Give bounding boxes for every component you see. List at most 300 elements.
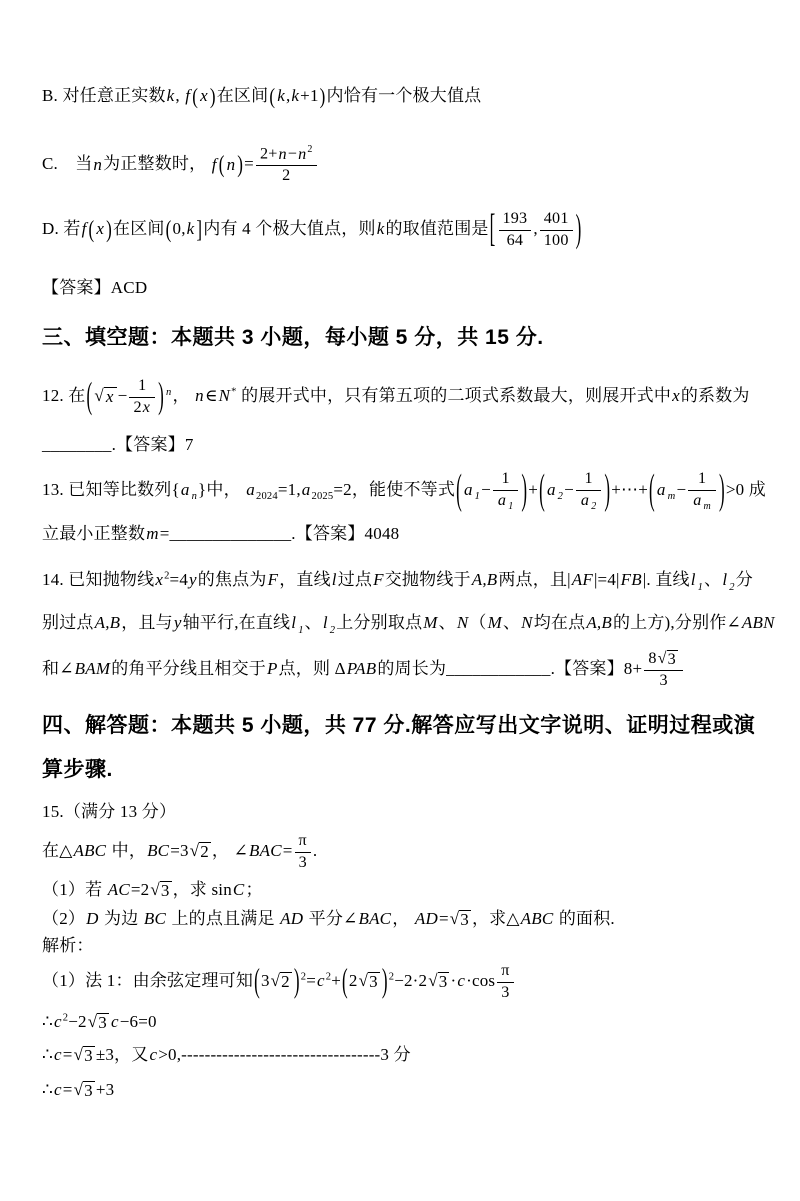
math-variable: F	[373, 570, 384, 590]
text-run: −6=0	[119, 1012, 157, 1032]
text-run: （1）若	[42, 880, 107, 900]
math-variable: a	[656, 479, 666, 499]
text-run: 3	[160, 881, 170, 901]
text-run: 3	[501, 983, 510, 1001]
superscript: 2	[164, 570, 170, 582]
radical-sign: √	[94, 386, 104, 406]
text-run: 1	[584, 469, 593, 487]
math-variable: a	[463, 479, 473, 499]
math-variable: AD	[414, 908, 438, 928]
math-variable: f	[185, 86, 191, 105]
q15-solution-step2	[42, 1010, 760, 1035]
stretch-paren: (	[539, 465, 545, 513]
math-variable: a	[246, 479, 255, 499]
text-run: ∴	[42, 1045, 54, 1065]
math-variable: PAB	[346, 659, 377, 679]
sqrt-radical	[88, 1013, 109, 1033]
radicand	[83, 1081, 95, 1101]
stretch-paren: (	[649, 465, 655, 513]
q14-line2	[42, 611, 775, 636]
math-variable: N	[456, 613, 469, 633]
text-run: ，	[392, 908, 414, 928]
q13-line2	[42, 522, 760, 547]
text-run: 的周长为	[377, 659, 447, 679]
text-run: |	[567, 570, 571, 590]
text-run: ，且与	[121, 613, 173, 633]
sqrt-radical	[150, 881, 171, 901]
answer-acd	[42, 276, 760, 301]
text-run: }	[198, 479, 207, 499]
math-variable: ABC	[73, 841, 107, 861]
math-variable: A,B	[471, 570, 498, 590]
stretch-paren: )	[158, 374, 164, 417]
text-run: ______________	[169, 523, 292, 543]
math-variable: x	[155, 570, 164, 590]
math-variable: y	[189, 570, 197, 590]
text-run: =1,	[277, 479, 301, 499]
math-variable: a	[580, 491, 590, 509]
stretch-paren: (	[86, 374, 93, 417]
text-run: 三、填空题：本题共 3 小题，每小题 5 分，共 15 分.	[42, 325, 544, 349]
text-run: （2）	[42, 908, 86, 928]
math-variable: c	[54, 1079, 62, 1099]
fraction-denominator	[256, 166, 317, 186]
math-variable: n	[195, 386, 204, 406]
superscript: *	[231, 386, 237, 398]
math-variable: P	[267, 659, 278, 679]
text-run: 、	[304, 613, 322, 633]
fraction-denominator	[644, 671, 683, 691]
fraction	[256, 145, 317, 186]
math-variable: x	[200, 86, 208, 105]
text-run: 两点，且	[498, 570, 568, 590]
text-run: 3	[84, 1080, 93, 1100]
radical-sign: √	[87, 1012, 98, 1032]
math-variable: M	[487, 613, 502, 633]
text-run: 四、解答题：本题共 5 小题，共 77 分.解答应写出文字说明、证明过程或演	[42, 713, 756, 737]
text-run: 为边	[99, 908, 143, 928]
math-variable: k	[291, 86, 300, 105]
math-variable: a	[546, 479, 556, 499]
sqrt-radical	[359, 972, 380, 992]
radical-sign: √	[428, 971, 438, 991]
fraction-denominator	[576, 491, 601, 512]
math-variable: AF	[571, 570, 593, 590]
math-variable: c	[457, 971, 466, 991]
text-run: =3	[170, 841, 189, 861]
text-run: ----------------------------------	[181, 1045, 381, 1065]
text-run: 2	[281, 972, 290, 992]
stretch-paren: (	[218, 151, 225, 178]
math-variable: l	[291, 613, 297, 633]
math-variable: D	[86, 908, 99, 928]
stretch-paren: (	[88, 215, 95, 243]
text-run: 15.（满分 13 分）	[42, 801, 177, 821]
sqrt-radical	[74, 1081, 95, 1101]
radical-sign: √	[358, 971, 369, 991]
text-run: 1	[138, 377, 147, 395]
stretch-paren: (	[254, 961, 260, 1000]
stretch-paren: )	[604, 465, 611, 513]
sqrt-radical	[190, 842, 211, 862]
stretch-paren: (	[165, 215, 172, 243]
text-run: 1	[697, 469, 707, 487]
fraction	[688, 470, 716, 512]
math-variable: a	[301, 479, 311, 499]
text-run: .【答案】8+	[550, 659, 643, 679]
q15-solution-step4	[42, 1078, 760, 1103]
text-run: ∈	[204, 386, 218, 406]
sqrt-radical	[450, 910, 471, 930]
text-run: +1	[300, 86, 319, 105]
text-run: |. 直线	[642, 570, 690, 590]
text-run: 的取值范围是	[385, 218, 489, 238]
text-run: =	[159, 523, 170, 543]
text-run: 别过点	[42, 613, 94, 633]
text-run: 3	[659, 672, 668, 690]
sqrt-radical	[94, 387, 116, 407]
superscript: 2	[307, 144, 313, 156]
text-run: 3	[98, 1013, 107, 1033]
text-run: 内有 4 个极大值点，则	[203, 218, 376, 238]
section-3-heading	[42, 323, 760, 353]
fraction-denominator	[129, 398, 155, 418]
text-run: （	[469, 613, 487, 633]
math-variable: x	[105, 387, 114, 407]
math-variable: x	[96, 218, 105, 238]
text-run: ；	[245, 880, 263, 900]
math-variable: BAM	[74, 659, 111, 679]
math-variable: l	[690, 570, 696, 590]
text-run: π	[501, 962, 510, 980]
fraction-numerator	[256, 145, 317, 166]
q13-line1	[42, 465, 766, 513]
stretch-paren: (	[192, 83, 199, 109]
option-c	[42, 145, 760, 186]
text-run: 内恰有一个极大值点	[326, 86, 482, 105]
text-run: =	[62, 1079, 73, 1099]
radical-sign: √	[73, 1045, 84, 1065]
text-run: 为正整数时，	[103, 154, 211, 174]
text-run: −	[117, 386, 128, 406]
text-run: −	[564, 479, 574, 499]
radicand	[667, 650, 678, 669]
radicand	[83, 1046, 95, 1066]
text-run: 12. 在	[42, 386, 86, 406]
stretch-paren: )	[521, 465, 528, 513]
stretch-paren: (	[342, 961, 348, 1000]
text-run: 14. 已知抛物线	[42, 570, 155, 590]
text-run: 2	[133, 398, 142, 416]
text-run: 分	[735, 570, 753, 590]
math-variable: x	[672, 386, 680, 406]
fraction-denominator	[295, 853, 311, 873]
math-variable: l	[322, 613, 328, 633]
stretch-paren: (	[269, 83, 276, 109]
math-variable: m	[146, 523, 159, 543]
math-variable: AD	[280, 908, 304, 928]
superscript: 2	[325, 971, 332, 983]
text-run: =	[244, 154, 254, 174]
text-run: 401	[543, 209, 569, 227]
q15-part1	[42, 878, 760, 903]
subscript: m	[703, 500, 711, 512]
fraction-denominator	[493, 491, 518, 512]
fraction	[295, 832, 311, 872]
text-run: 上分别取点	[336, 613, 423, 633]
radicand	[104, 387, 117, 407]
text-run: 2	[200, 842, 209, 862]
fraction-denominator	[499, 231, 532, 251]
text-run: （1）法 1：由余弦定理可知	[42, 971, 254, 991]
text-run: 3	[84, 1046, 93, 1066]
text-run: 100	[543, 231, 569, 249]
text-run: 3	[369, 972, 378, 992]
q15-given	[42, 832, 760, 872]
text-run: 和∠	[42, 659, 74, 679]
fraction-numerator	[129, 377, 155, 398]
text-run: 解析：	[42, 935, 94, 955]
text-run: ±3，又	[95, 1045, 149, 1065]
text-run: ____________	[446, 659, 551, 679]
subscript: m	[667, 491, 676, 503]
text-run: ·cos	[466, 971, 496, 991]
stretch-paren: )	[106, 215, 113, 243]
superscript: n	[165, 386, 172, 398]
math-variable: k	[277, 86, 285, 105]
subscript: n	[191, 491, 198, 503]
text-run: D. 若	[42, 218, 81, 238]
text-run: −	[287, 145, 298, 163]
fraction	[499, 210, 532, 250]
text-run: 的面积.	[554, 908, 615, 928]
text-run: 中，	[107, 841, 147, 861]
text-run: .【答案】4048	[291, 523, 400, 543]
stretch-paren: )	[319, 83, 326, 109]
subscript: 1	[298, 624, 304, 636]
radical-sign: √	[150, 880, 160, 900]
text-run: ________.【答案】7	[42, 435, 194, 455]
math-variable: ABN	[741, 613, 775, 633]
subscript: 2	[329, 624, 336, 636]
text-run: 2	[282, 167, 291, 185]
radical-sign: √	[73, 1079, 84, 1099]
text-run: 3 分	[380, 1045, 411, 1065]
stretch-paren: )	[575, 206, 582, 250]
stretch-paren: )	[293, 961, 300, 1000]
superscript: 2	[388, 971, 395, 983]
text-run: 平分∠	[304, 908, 358, 928]
subscript: 1	[697, 581, 704, 593]
text-run: 的角平分线且相交于	[111, 659, 266, 679]
subscript: 1	[508, 500, 514, 512]
radical-sign: √	[270, 971, 281, 991]
stretch-paren: ]	[196, 215, 203, 243]
text-run: ·	[450, 971, 457, 991]
text-run: 立最小正整数	[42, 523, 146, 543]
text-run: ，	[172, 386, 195, 406]
math-variable: k	[186, 218, 195, 238]
text-run: +	[331, 971, 342, 991]
text-run: 的焦点为	[197, 570, 267, 590]
section-4-heading-line1	[42, 711, 760, 741]
text-run: +3	[95, 1079, 115, 1099]
text-run: =	[62, 1045, 73, 1065]
math-variable: x	[142, 398, 151, 416]
text-run: 交抛物线于	[384, 570, 471, 590]
math-variable: c	[54, 1045, 62, 1065]
math-variable: C	[232, 880, 245, 900]
fraction	[493, 470, 518, 512]
math-variable: A,B	[94, 613, 121, 633]
q12-answer	[42, 433, 760, 458]
text-run: 13. 已知等比数列	[42, 479, 172, 499]
text-run: 在△	[42, 841, 73, 861]
math-variable: M	[423, 613, 438, 633]
fraction-denominator	[497, 983, 513, 1003]
text-run: =	[306, 971, 317, 991]
text-run: 轴平行,在直线	[182, 613, 291, 633]
math-variable: ABC	[520, 908, 554, 928]
text-run: 的上方),分别作∠	[612, 613, 741, 633]
q14-line1	[42, 568, 760, 593]
math-variable: k	[376, 218, 385, 238]
text-run: 64	[506, 231, 524, 249]
text-run: −	[676, 479, 687, 499]
text-run: =	[438, 908, 449, 928]
stretch-paren: )	[209, 83, 216, 109]
subscript: 2	[729, 581, 735, 593]
text-run: 0,	[172, 218, 186, 238]
text-run: 2	[348, 971, 358, 991]
fraction-numerator	[576, 470, 601, 491]
math-variable: n	[93, 154, 103, 174]
option-b	[42, 84, 760, 109]
math-variable: l	[331, 570, 337, 590]
text-run: 、	[438, 613, 456, 633]
text-run: ，直线	[279, 570, 331, 590]
q15-title	[42, 800, 760, 825]
fraction-numerator	[540, 210, 573, 231]
text-run: 的系数为	[680, 386, 750, 406]
fraction-numerator	[295, 832, 311, 853]
sqrt-radical	[271, 972, 292, 992]
fraction	[497, 962, 513, 1002]
text-run: ,	[533, 218, 538, 238]
math-variable: a	[693, 491, 702, 509]
text-run: +⋯+	[611, 479, 649, 499]
text-run: 上的点且满足	[167, 908, 280, 928]
math-variable: f	[211, 154, 217, 174]
text-run: =2	[130, 880, 150, 900]
stretch-paren: )	[718, 465, 725, 513]
stretch-paren: )	[381, 961, 388, 1000]
text-run: −2	[68, 1012, 87, 1032]
text-run: ∴	[42, 1079, 54, 1099]
subscript: 2	[591, 500, 597, 512]
math-variable: BC	[143, 908, 167, 928]
fraction-numerator	[688, 470, 716, 491]
subscript: 2025	[311, 491, 334, 503]
text-run: =2，能使不等式	[333, 479, 456, 499]
radical-sign: √	[189, 841, 200, 861]
text-run: −	[481, 479, 491, 499]
section-4-heading-line2	[42, 755, 760, 785]
text-run: =	[282, 841, 293, 861]
text-run: 193	[502, 209, 528, 227]
math-variable: a	[497, 491, 507, 509]
text-run: 、	[704, 570, 722, 590]
text-run: ， ∠	[211, 841, 249, 861]
fraction-denominator	[540, 231, 573, 251]
text-run: ，求 sin	[172, 880, 232, 900]
math-variable: BAC	[358, 908, 392, 928]
math-variable: n	[278, 145, 287, 163]
math-variable: c	[54, 1012, 62, 1032]
subscript: 2	[557, 491, 564, 503]
text-run: 的展开式中，只有第五项的二项式系数最大，则展开式中	[236, 386, 672, 406]
math-variable: l	[722, 570, 728, 590]
math-variable: A,B	[586, 613, 612, 633]
text-run: {	[171, 479, 180, 499]
q15-solution-step1	[42, 962, 760, 1002]
math-variable: y	[173, 613, 182, 633]
q12-line1	[42, 374, 760, 417]
sqrt-radical	[74, 1046, 95, 1066]
radicand	[459, 910, 471, 930]
radicand	[438, 972, 450, 992]
text-run: ，求△	[471, 908, 520, 928]
text-run: 2+	[259, 145, 278, 163]
radicand	[199, 842, 211, 862]
text-run: >0 成	[725, 479, 766, 499]
math-variable: k	[166, 86, 175, 105]
text-run: 中，	[206, 479, 246, 499]
fraction	[540, 210, 573, 250]
sqrt-radical	[658, 650, 678, 669]
text-run: 点，则 Δ	[278, 659, 346, 679]
text-run: C. 当	[42, 154, 93, 174]
text-run: ,	[175, 86, 185, 105]
q15-part2	[42, 907, 760, 932]
text-run: B. 对任意正实数	[42, 86, 166, 105]
text-run: −2·2	[394, 971, 428, 991]
q14-line3	[42, 650, 760, 690]
text-run: +	[528, 479, 539, 499]
fraction-numerator	[499, 210, 532, 231]
math-variable: a	[180, 479, 190, 499]
stretch-paren: (	[456, 465, 462, 513]
radicand	[97, 1013, 109, 1033]
text-run: ∴	[42, 1012, 54, 1032]
text-run: 、	[502, 613, 521, 633]
text-run: 均在点	[533, 613, 586, 633]
radicand	[280, 972, 292, 992]
math-variable: BAC	[249, 841, 282, 861]
text-run: =4	[169, 570, 189, 590]
math-variable: n	[298, 145, 307, 163]
math-variable: n	[226, 154, 236, 174]
text-run: 在区间	[113, 218, 165, 238]
text-run: |=4|	[593, 570, 620, 590]
math-variable: BC	[147, 841, 170, 861]
fraction	[129, 377, 155, 417]
math-variable: N	[521, 613, 533, 633]
fraction-numerator	[497, 962, 513, 983]
radicand	[368, 972, 380, 992]
text-run: 3	[438, 972, 448, 992]
sqrt-radical	[428, 972, 449, 992]
